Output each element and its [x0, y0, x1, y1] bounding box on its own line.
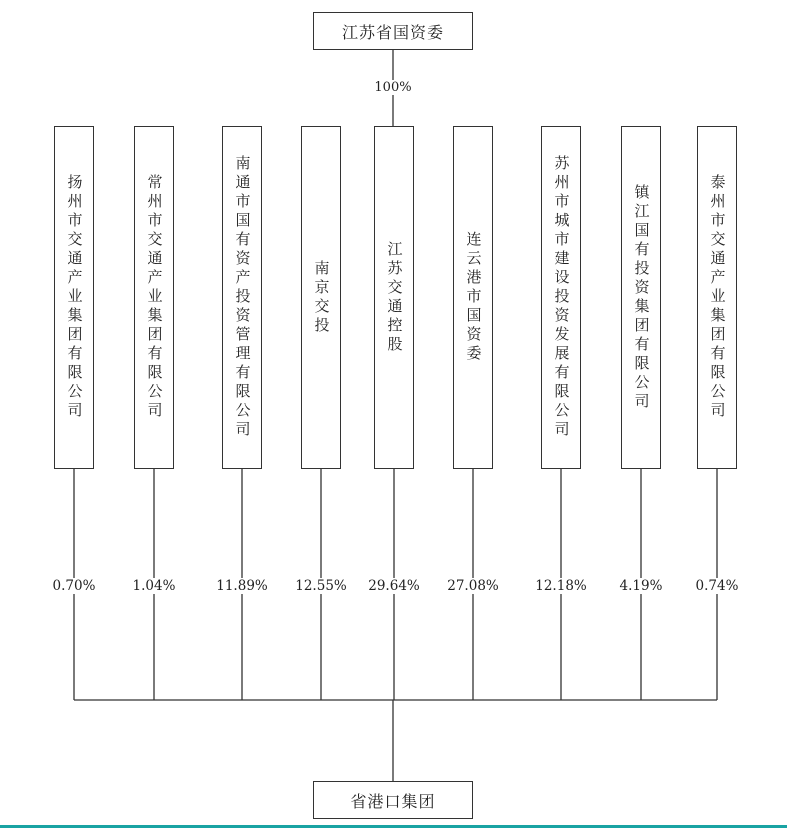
shareholder-box [453, 126, 493, 469]
shareholder-box [222, 126, 262, 469]
shareholder-box [54, 126, 94, 469]
shareholder-stake-label: 1.04% [132, 578, 176, 594]
shareholder-stake-label: 12.18% [535, 578, 587, 594]
shareholder-stake-label: 27.08% [447, 578, 499, 594]
shareholder-name: 镇江国有投资集团有限公司 [632, 183, 651, 412]
shareholder-stake-label: 4.19% [619, 578, 663, 594]
target-name: 省港口集团 [350, 791, 436, 811]
shareholder-stake-label: 29.64% [368, 578, 420, 594]
shareholder-stake-label: 12.55% [295, 578, 347, 594]
shareholder-box [374, 126, 414, 469]
shareholder-name: 泰州市交通产业集团有限公司 [708, 174, 727, 421]
shareholder-name: 苏州市城市建设投资发展有限公司 [552, 155, 571, 440]
shareholder-name: 江苏交通控股 [385, 240, 404, 355]
shareholder-stake-label: 11.89% [216, 578, 268, 594]
shareholder-stake-label: 0.70% [52, 578, 96, 594]
shareholder-stake-label: 0.74% [695, 578, 739, 594]
bottom-accent-rule [0, 825, 787, 828]
shareholder-name: 连云港市国资委 [464, 231, 483, 364]
shareholder-box [541, 126, 581, 469]
parent-box [313, 12, 473, 50]
target-box [313, 781, 473, 819]
parent-stake-label: 100% [374, 80, 412, 95]
shareholder-box [301, 126, 341, 469]
shareholder-name: 常州市交通产业集团有限公司 [145, 174, 164, 421]
shareholder-box [134, 126, 174, 469]
shareholder-name: 南通市国有资产投资管理有限公司 [233, 155, 252, 440]
shareholder-box [697, 126, 737, 469]
shareholder-name: 南京交投 [312, 259, 331, 336]
shareholder-name: 扬州市交通产业集团有限公司 [65, 174, 84, 421]
parent-name: 江苏省国资委 [341, 22, 444, 42]
shareholder-box [621, 126, 661, 469]
